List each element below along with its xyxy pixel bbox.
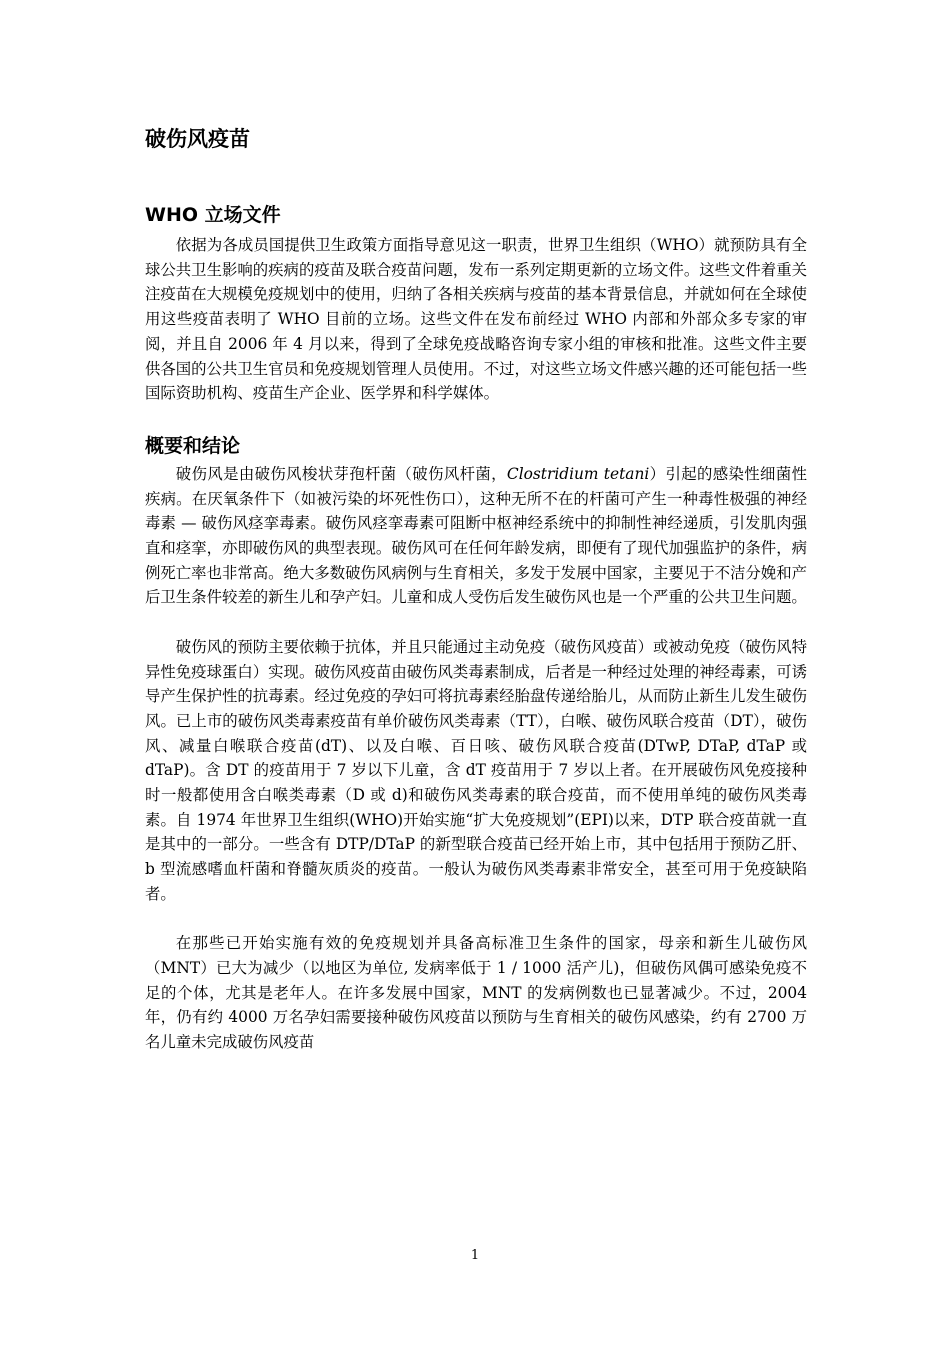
- section-heading-summary: 概要和结论: [145, 434, 241, 457]
- document-title: 破伤风疫苗: [145, 127, 250, 151]
- page-number: 1: [470, 1248, 480, 1263]
- paragraph-mnt-status: 在那些已开始实施有效的免疫规划并具备高标准卫生条件的国家，母亲和新生儿破伤风（MNT）已大为减少（以地区为单位, 发病率低于 1 / 1000 活产儿)，但破伤风偶可感染免疫不足的个体，尤其是老年人。在许多发展中国家，MNT 的发病例数也已显著减少。不过，2004 年，仍有约 4000 万名孕妇需要接种破伤风疫苗以预防与生育相关的破伤风感染，约有 2700 万名儿童未完成破伤风疫苗: [145, 934, 807, 1052]
- paragraph-tetanus-overview: 破伤风是由破伤风梭状芽孢杆菌（破伤风杆菌，Clostridium tetani）引起的感染性细菌性疾病。在厌氧条件下（如被污染的坏死性伤口），这种无所不在的杆菌可产生一种毒性极强的神经毒素 — 破伤风痉挛毒素。破伤风痉挛毒素可阻断中枢神经系统中的抑制性神经递质，引发肌肉强直和痉挛，亦即破伤风的典型表现。破伤风可在任何年龄发病，即便有了现代加强监护的条件，病例死亡率也非常高。绝大多数破伤风病例与生育相关，多发于发展中国家，主要见于不洁分娩和产后卫生条件较差的新生儿和孕产妇。儿童和成人受伤后发生破伤风也是一个严重的公共卫生问题。: [145, 464, 807, 607]
- page-content: [145, 124, 807, 1055]
- paragraph-tetanus-prevention: 破伤风的预防主要依赖于抗体，并且只能通过主动免疫（破伤风疫苗）或被动免疫（破伤风特异性免疫球蛋白）实现。破伤风疫苗由破伤风类毒素制成，后者是一种经过处理的神经毒素，可诱导产生保护性的抗毒素。经过免疫的孕妇可将抗毒素经胎盘传递给胎儿，从而防止新生儿发生破伤风。已上市的破伤风类毒素疫苗有单价破伤风类毒素（TT），白喉、破伤风联合疫苗（DT），破伤风、减量白喉联合疫苗(dT)、以及白喉、百日咳、破伤风联合疫苗(DTwP, DTaP, dTaP 或 dTaP)。含 DT 的疫苗用于 7 岁以下儿童，含 dT 疫苗用于 7 岁以上者。在开展破伤风免疫接种时一般都使用含白喉类毒素（D 或 d)和破伤风类毒素的联合疫苗，而不使用单纯的破伤风类毒素。自 1974 年世界卫生组织(WHO)开始实施“扩大免疫规划”(EPI)以来，DTP 联合疫苗就一直是其中的一部分。一些含有 DTP/DTaP 的新型联合疫苗已经开始上市，其中包括用于预防乙肝、b 型流感嗜血杆菌和脊髓灰质炎的疫苗。一般认为破伤风类毒素非常安全，甚至可用于免疫缺陷者。: [145, 637, 807, 903]
- paragraph-who-position: 依据为各成员国提供卫生政策方面指导意见这一职责，世界卫生组织（WHO）就预防具有全球公共卫生影响的疾病的疫苗及联合疫苗问题，发布一系列定期更新的立场文件。这些文件着重关注疫苗在大规模免疫规划中的使用，归纳了各相关疾病与疫苗的基本背景信息，并就如何在全球使用这些疫苗表明了 WHO 目前的立场。这些文件在发布前经过 WHO 内部和外部众多专家的审阅，并且自 2006 年 4 月以来，得到了全球免疫战略咨询专家小组的审核和批准。这些文件主要供各国的公共卫生官员和免疫规划管理人员使用。不过，对这些立场文件感兴趣的还可能包括一些国际资助机构、疫苗生产企业、医学界和科学媒体。: [145, 236, 807, 403]
- scientific-name: Clostridium tetani: [506, 464, 650, 483]
- section-heading-who-position: WHO 立场文件: [145, 204, 281, 226]
